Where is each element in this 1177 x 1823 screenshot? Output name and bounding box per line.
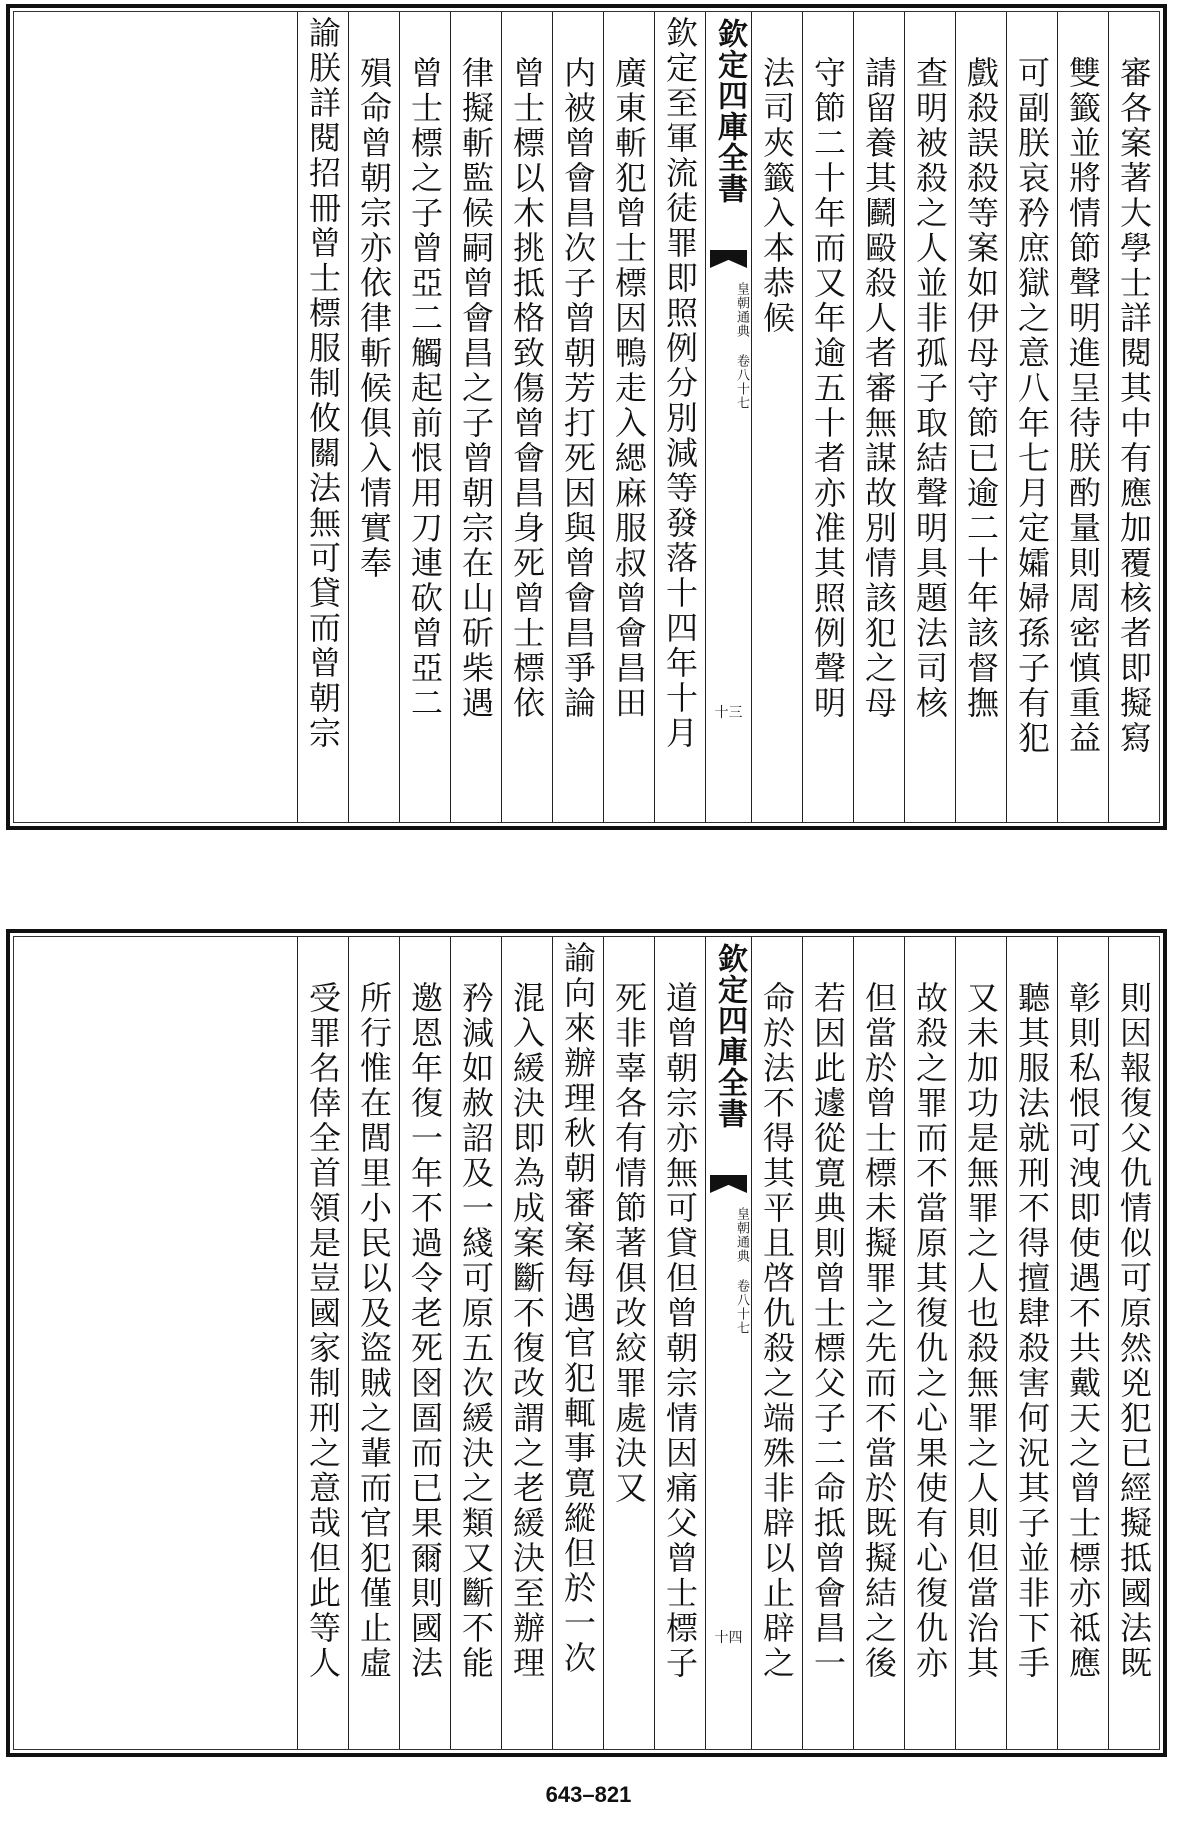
text-column: 諭朕詳閱招冊曾士標服制攸關法無可貸而曾朝宗 [297,12,348,822]
text-column: 曾士標以木挑抵格致傷曾會昌身死曾士標依 [501,12,552,822]
text-column: 廣東斬犯曾士標因鴨走入緦麻服叔曾會昌田 [603,12,654,822]
text-column: 審各案著大學士詳閱其中有應加覆核者即擬寫 [1108,12,1159,822]
text-column: 混入緩決即為成案斷不復改謂之老緩決至辦理 [501,937,552,1749]
text-column: 律擬斬監候嗣曾會昌之子曾朝宗在山斫柴遇 [450,12,501,822]
center-fold-strip [705,937,751,1749]
text-column: 查明被殺之人並非孤子取結聲明具題法司核 [904,12,955,822]
text-column: 欽定至軍流徒罪即照例分別減等發落十四年十月 [654,12,705,822]
bottom-page-text-columns [14,937,1159,1749]
fishtail-mark-icon [710,250,747,268]
text-column: 邀恩年復一年不過令老死囹圄而已果爾則國法 [399,937,450,1749]
text-column: 死非辜各有情節著俱改絞罪處決又 [603,937,654,1749]
text-column: 但當於曾士標未擬罪之先而不當於既擬結之後 [853,937,904,1749]
text-column: 聽其服法就刑不得擅肆殺害何況其子並非下手 [1006,937,1057,1749]
book-title: 欽定四庫全書 [712,18,747,204]
folio-number: 十三 [714,705,743,721]
text-column: 請留養其鬬毆殺人者審無謀故別情該犯之母 [853,12,904,822]
folio-number: 十四 [714,1630,743,1646]
bottom-page-leaf [6,929,1167,1757]
text-column: 雙籤並將情節聲明進呈待朕酌量則周密慎重益 [1057,12,1108,822]
text-column: 守節二十年而又年逾五十者亦准其照例聲明 [802,12,853,822]
text-column: 若因此遽從寛典則曾士標父子二命抵曾會昌一 [802,937,853,1749]
text-column: 命於法不得其平且啓仇殺之端殊非辟以止辟之 [751,937,802,1749]
text-column: 受罪名倖全首領是豈國家制刑之意哉但此等人 [297,937,348,1749]
page-footer-number: 643–821 [545,1782,632,1807]
text-column: 又未加功是無罪之人也殺無罪之人則但當治其 [955,937,1006,1749]
book-title: 欽定四庫全書 [712,943,747,1129]
text-column: 所行惟在閭里小民以及盜賊之輩而官犯僅止虛 [348,937,399,1749]
text-column: 殞命曾朝宗亦依律斬候俱入情實奉 [348,12,399,822]
text-column: 可副朕哀矜庶獄之意八年七月定孀婦孫子有犯 [1006,12,1057,822]
text-column: 則因報復父仇情似可原然兇犯已經擬抵國法既 [1108,937,1159,1749]
text-column: 法司夾籤入本恭候 [751,12,802,822]
top-page-leaf [6,4,1167,830]
text-column: 故殺之罪而不當原其復仇之心果使有心復仇亦 [904,937,955,1749]
text-column: 矜減如赦詔及一綫可原五次緩決之類又斷不能 [450,937,501,1749]
text-column: 曾士標之子曾亞二觸起前恨用刀連砍曾亞二 [399,12,450,822]
fishtail-mark-icon [710,1175,747,1193]
center-fold-strip [705,12,751,822]
chapter-label: 皇朝通典 卷八十七 [734,1207,749,1335]
text-column: 彰則私恨可洩即使遇不共戴天之曾士標亦祗應 [1057,937,1108,1749]
chapter-label: 皇朝通典 卷八十七 [734,282,749,410]
text-column: 戲殺誤殺等案如伊母守節已逾二十年該督撫 [955,12,1006,822]
text-column: 内被曾會昌次子曾朝芳打死因與曾會昌爭論 [552,12,603,822]
top-page-text-columns [14,12,1159,822]
text-column: 道曾朝宗亦無可貸但曾朝宗情因痛父曾士標子 [654,937,705,1749]
text-column: 諭向來辦理秋朝審案每遇官犯輒事寛縱但於一次 [552,937,603,1749]
